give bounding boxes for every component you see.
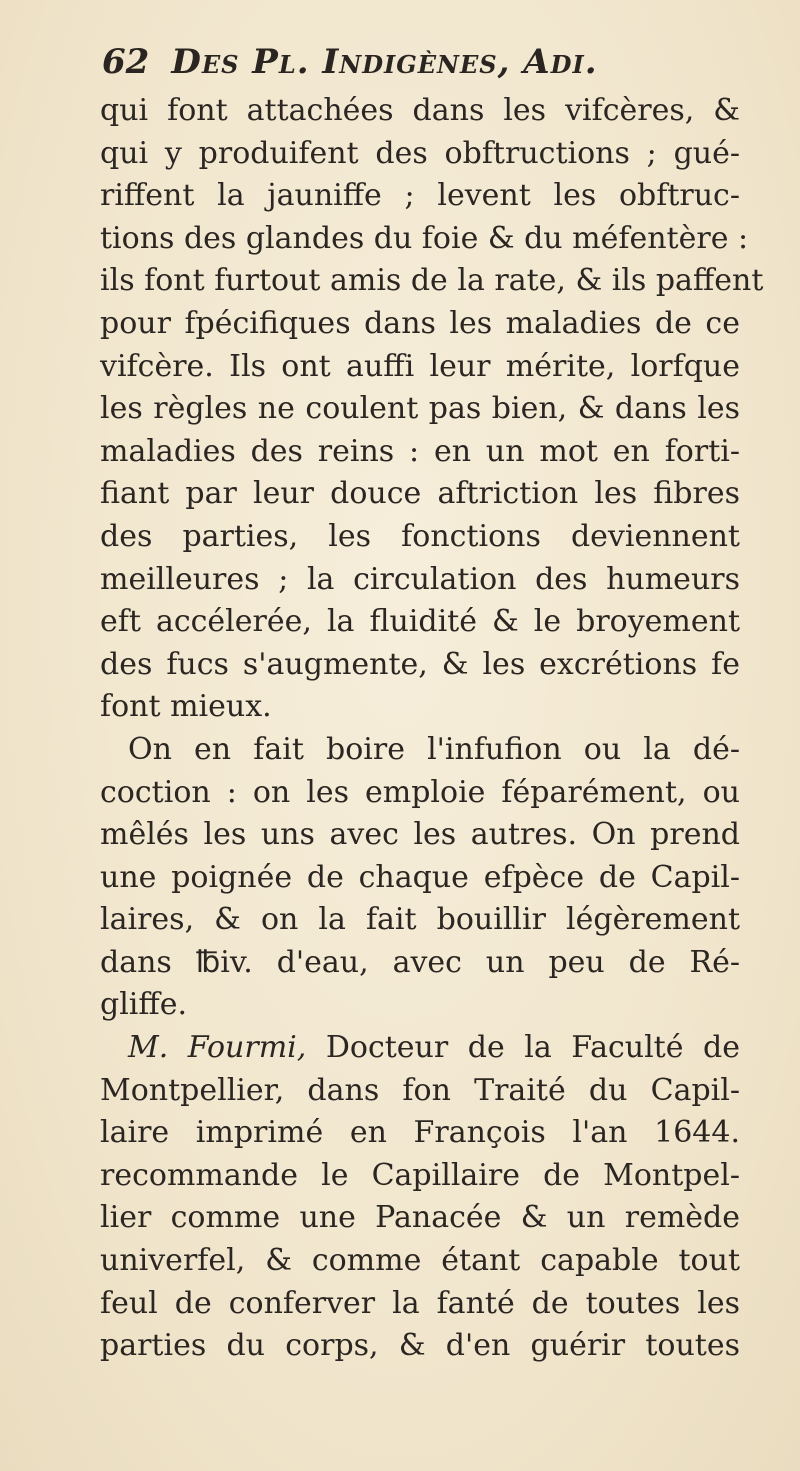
text-line: des fucs s'augmente, & les excrétions fe [100,646,740,682]
text-line: font mieux. [100,689,272,725]
text-line: laire imprimé en François l'an 1644. [100,1115,740,1151]
text-line: Montpellier, dans fon Traité du Capil- [100,1072,740,1108]
text-line: tions des glandes du foie & du méfentère : [100,220,749,256]
text-line: laires, & on la fait bouillir légèrement [100,902,740,938]
text-line: coction : on les emploie féparément, ou [100,774,740,810]
text-line [100,1027,740,1070]
text-line-rest: Docteur de la Faculté de [325,1030,740,1066]
text-line: dans ℔iv. d'eau, avec un peu de Ré- [100,944,740,980]
text-line: ils font furtout amis de la rate, & ils paffent [100,263,764,299]
text-line: fiant par leur douce aftriction les fibres [100,476,740,512]
text-line: maladies des reins : en un mot en forti- [100,433,740,469]
text-line: eft accélerée, la fluidité & le broyement [100,604,740,640]
text-line: gliffe. [100,987,187,1023]
text-line: feul de conferver la fanté de toutes les [100,1285,740,1321]
text-line: parties du corps, & d'en guérir toutes [100,1328,740,1364]
running-title: Des Pl. Indigènes, Adi. [171,42,598,82]
text-line: recommande le Capillaire de Montpel- [100,1157,740,1193]
text-line: une poignée de chaque efpèce de Capil- [100,859,740,895]
text-line: univerfel, & comme étant capable tout [100,1243,740,1279]
text-line: meilleures ; la circulation des humeurs [100,561,740,597]
text-line: riffent la jauniffe ; levent les obftruc- [100,178,740,214]
page-number: 62 [102,42,150,82]
body-text [100,90,764,1368]
text-line: qui font attachées dans les vifcères, & [100,93,740,128]
text-line: On en fait boire l'infufion ou la dé- [128,731,740,767]
text-line: des parties, les fonctions deviennent [100,518,740,554]
text-line: mêlés les uns avec les autres. On prend [100,817,740,853]
author-name: M. Fourmi, [128,1030,307,1066]
text-line: lier comme une Panacée & un remède [100,1200,740,1236]
text-line: pour fpécifiques dans les maladies de ce [100,305,740,341]
text-line: vifcère. Ils ont auffi leur mérite, lorfque [100,348,740,384]
text-line: qui y produifent des obftructions ; gué- [100,135,740,171]
text-line: les règles ne coulent pas bien, & dans les [100,391,740,427]
running-header [102,42,742,94]
